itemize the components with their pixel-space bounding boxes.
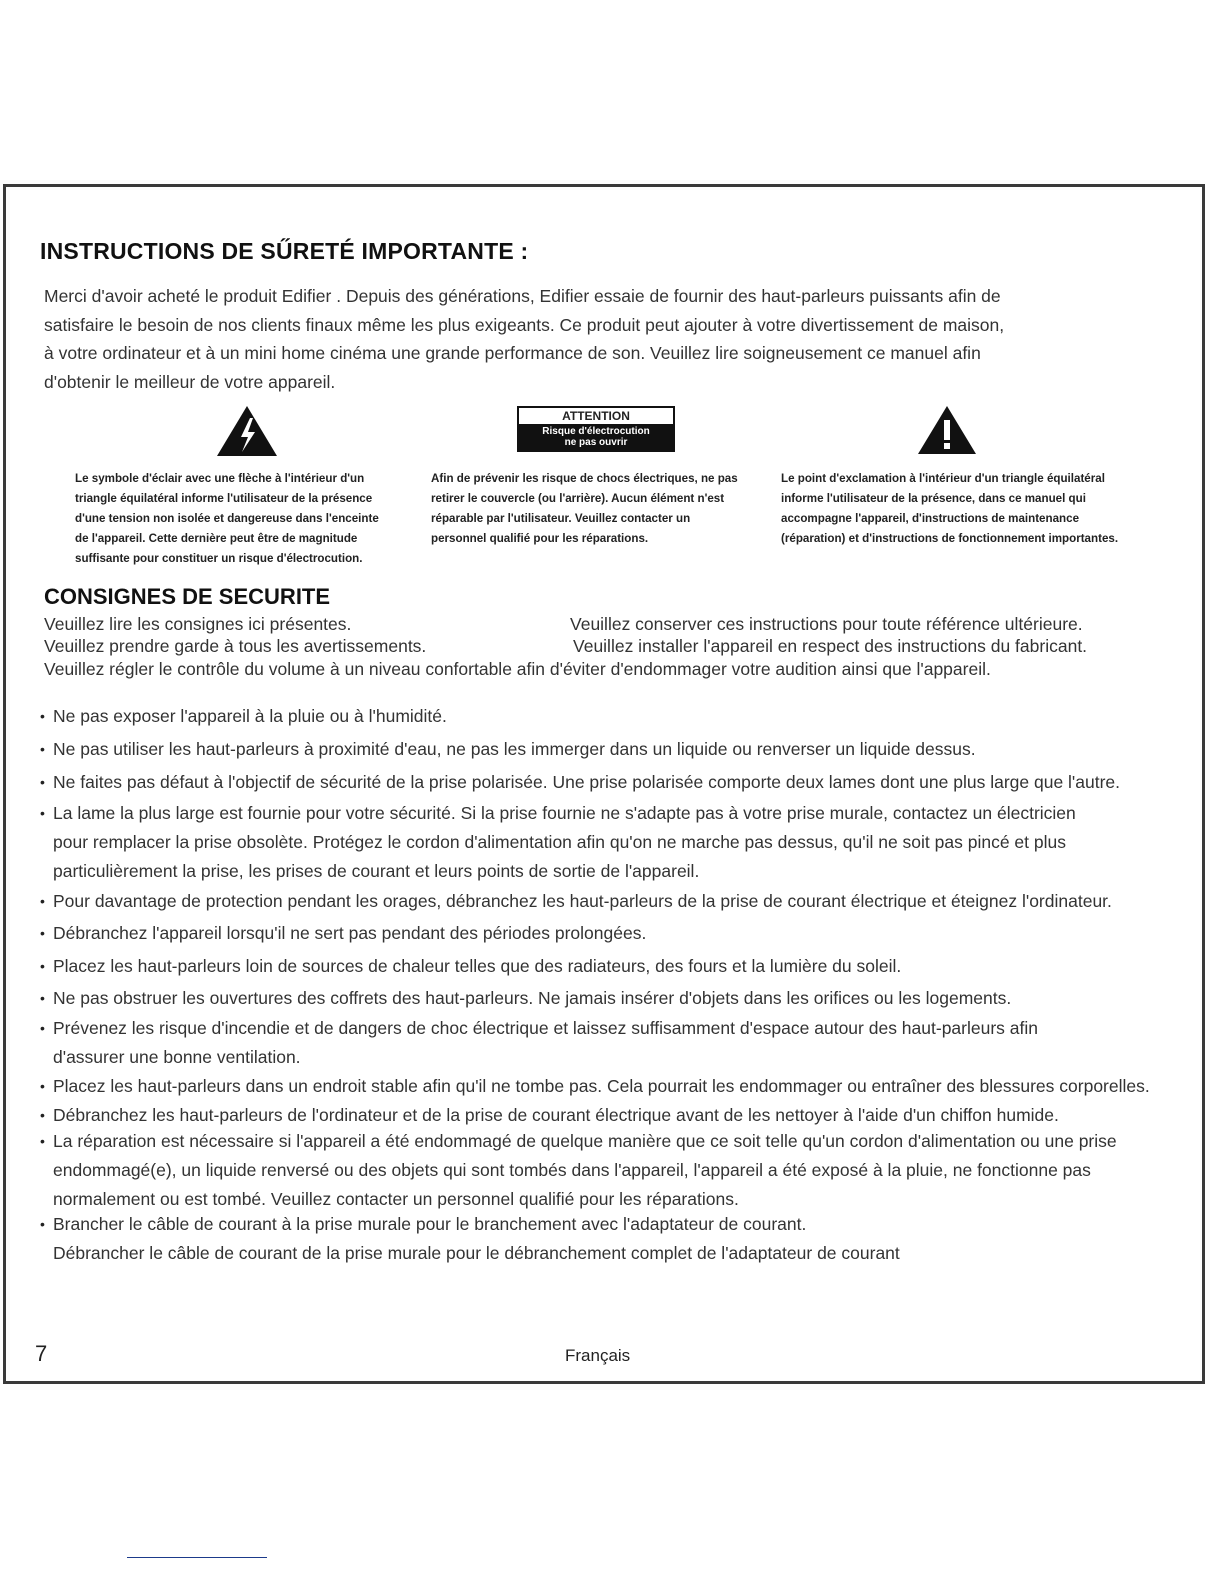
caption-line: Le point d'exclamation à l'intérieur d'un triangle équilatéral: [781, 472, 1105, 485]
bullet-line: Débranchez les haut-parleurs de l'ordinateur et de la prise de courant électrique avant de les nettoyer à l'aide d'un chiffon humide.: [53, 1105, 1059, 1125]
caption-line: personnel qualifié pour les réparations.: [431, 532, 649, 545]
bullet-item: [40, 799, 1170, 886]
bullet-item: [40, 919, 1170, 948]
language-label: Français: [565, 1346, 631, 1365]
lightning-triangle-icon: [215, 404, 279, 458]
bullet-line: Débranchez l'appareil lorsqu'il ne sert pas pendant des périodes prolongées.: [53, 923, 647, 943]
bullet-line: Ne faites pas défaut à l'objectif de sécurité de la prise polarisée. Une prise polarisée comporte deux lames dont une plus large que l'autre.: [53, 772, 1121, 792]
bullet-dot: •: [40, 708, 45, 724]
bullet-item: [40, 1014, 1170, 1072]
bullet-line: pour remplacer la prise obsolète. Protégez le cordon d'alimentation afin qu'on ne marche pas dessus, qu'il ne soit pas pincé et plus: [53, 832, 1066, 852]
bullet-dot: •: [40, 893, 45, 909]
attention-line: Risque d'électrocution: [542, 426, 650, 437]
bullet-item: [40, 735, 1170, 764]
bullet-line: Débrancher le câble de courant de la prise murale pour le débranchement complet de l'adaptateur de courant: [53, 1243, 900, 1263]
bullet-line: Prévenez les risque d'incendie et de dangers de choc électrique et laissez suffisamment d'espace autour des haut-parleurs afin: [53, 1018, 1038, 1038]
bullet-line: La lame la plus large est fournie pour votre sécurité. Si la prise fournie ne s'adapte pas à votre prise murale, contactez un électricien: [53, 803, 1076, 823]
consigne-install: Veuillez installer l'appareil en respect des instructions du fabricant.: [573, 636, 1088, 656]
caption-lightning: [75, 469, 379, 569]
attention-warning: [519, 424, 673, 450]
bullet-line: Placez les haut-parleurs loin de sources de chaleur telles que des radiateurs, des fours et la lumière du soleil.: [53, 956, 902, 976]
caption-line: (réparation) et d'instructions de fonctionnement importantes.: [781, 532, 1119, 545]
bullet-dot: •: [40, 990, 45, 1006]
consigne-read: Veuillez lire les consignes ici présentes.: [44, 614, 352, 634]
bullet-dot: •: [40, 805, 45, 821]
bullet-dot: •: [40, 925, 45, 941]
bullet-item: [40, 702, 1170, 731]
footnote-rule: [127, 1557, 267, 1558]
bullet-dot: •: [40, 1216, 45, 1232]
bullet-item: [40, 952, 1170, 981]
caption-attention: [431, 469, 738, 549]
intro-line: à votre ordinateur et à un mini home cinéma une grande performance de son. Veuillez lire soigneusement ce manuel afin: [44, 343, 981, 363]
caption-line: informe l'utilisateur de la présence, dans ce manuel qui: [781, 492, 1086, 505]
caption-exclamation: [781, 469, 1118, 549]
caption-line: retirer le couvercle (ou l'arrière). Aucun élément n'est: [431, 492, 725, 505]
bullet-dot: •: [40, 958, 45, 974]
bullet-line: Ne pas utiliser les haut-parleurs à proximité d'eau, ne pas les immerger dans un liquide ou renverser un liquide dessus.: [53, 739, 976, 759]
bullet-dot: •: [40, 1020, 45, 1036]
caption-line: triangle équilatéral informe l'utilisateur de la présence: [75, 492, 373, 505]
caption-line: de l'appareil. Cette dernière peut être de magnitude: [75, 532, 358, 545]
bullet-line: Ne pas exposer l'appareil à la pluie ou à l'humidité.: [53, 706, 447, 726]
intro-paragraph: [44, 282, 1054, 396]
bullet-line: particulièrement la prise, les prises de courant et leurs points de sortie de l'appareil.: [53, 861, 700, 881]
caption-line: Le symbole d'éclair avec une flèche à l'intérieur d'un: [75, 472, 365, 485]
bullet-dot: •: [40, 1133, 45, 1149]
bullet-line: normalement ou est tombé. Veuillez contacter un personnel qualifié pour les réparations.: [53, 1189, 739, 1209]
bullet-item: [40, 984, 1170, 1013]
caption-line: accompagne l'appareil, d'instructions de maintenance: [781, 512, 1080, 525]
bullet-item: [40, 1072, 1170, 1101]
safety-heading: INSTRUCTIONS DE SŰRETÉ IMPORTANTE :: [40, 238, 529, 264]
bullet-dot: •: [40, 1078, 45, 1094]
bullet-item: [40, 768, 1170, 797]
bullet-line: Ne pas obstruer les ouvertures des coffrets des haut-parleurs. Ne jamais insérer d'objets dans les orifices ou les logements.: [53, 988, 1012, 1008]
attention-label: [517, 406, 675, 452]
bullet-line: Brancher le câble de courant à la prise murale pour le branchement avec l'adaptateur de courant.: [53, 1214, 807, 1234]
safety-bullet-list: [40, 702, 1170, 1268]
bullet-line: Placez les haut-parleurs dans un endroit stable afin qu'il ne tombe pas. Cela pourrait les endommager ou entraîner des blessures corporelles.: [53, 1076, 1150, 1096]
bullet-dot: •: [40, 1107, 45, 1123]
consigne-keep: Veuillez conserver ces instructions pour toute référence ultérieure.: [570, 614, 1083, 634]
bullet-item: [40, 1101, 1170, 1130]
bullet-line: La réparation est nécessaire si l'appareil a été endommagé de quelque manière que ce soit telle qu'un cordon d'alimentation ou une prise: [53, 1131, 1117, 1151]
caption-line: réparable par l'utilisateur. Veuillez contacter un: [431, 512, 691, 525]
bullet-item: [40, 887, 1170, 916]
bullet-line: Pour davantage de protection pendant les orages, débranchez les haut-parleurs de la prise de courant électrique et éteignez l'ordinateur.: [53, 891, 1112, 911]
exclamation-triangle-icon: [916, 404, 978, 456]
caption-line: suffisante pour constituer un risque d'électrocution.: [75, 552, 363, 565]
intro-line: Merci d'avoir acheté le produit Edifier . Depuis des générations, Edifier essaie de fournir des haut-parleurs puissants afin de: [44, 286, 1001, 306]
intro-line: d'obtenir le meilleur de votre appareil.: [44, 371, 336, 392]
bullet-line: d'assurer une bonne ventilation.: [53, 1047, 301, 1067]
consignes-heading: CONSIGNES DE SECURITE: [44, 584, 331, 609]
caption-line: d'une tension non isolée et dangereuse dans l'enceinte: [75, 512, 379, 525]
bullet-item: [40, 1127, 1170, 1214]
bullet-line: endommagé(e), un liquide renversé ou des objets qui sont tombés dans l'appareil, l'appareil a été exposé à la pluie, ne fonctionne pas: [53, 1160, 1091, 1180]
bullet-dot: •: [40, 741, 45, 757]
attention-line: ne pas ouvrir: [564, 437, 628, 448]
consigne-volume: Veuillez régler le contrôle du volume à un niveau confortable afin d'éviter d'endommager votre audition ainsi que l'appareil.: [44, 659, 991, 679]
caption-line: Afin de prévenir les risque de chocs électriques, ne pas: [431, 472, 738, 485]
attention-title: ATTENTION: [562, 409, 630, 423]
bullet-item: [40, 1210, 1170, 1268]
intro-line: satisfaire le besoin de nos clients finaux même les plus exigeants. Ce produit peut ajouter à votre divertissement de maison,: [44, 314, 1005, 335]
consigne-warnings: Veuillez prendre garde à tous les avertissements.: [44, 636, 427, 656]
bullet-dot: •: [40, 774, 45, 790]
page-number: 7: [35, 1341, 48, 1366]
